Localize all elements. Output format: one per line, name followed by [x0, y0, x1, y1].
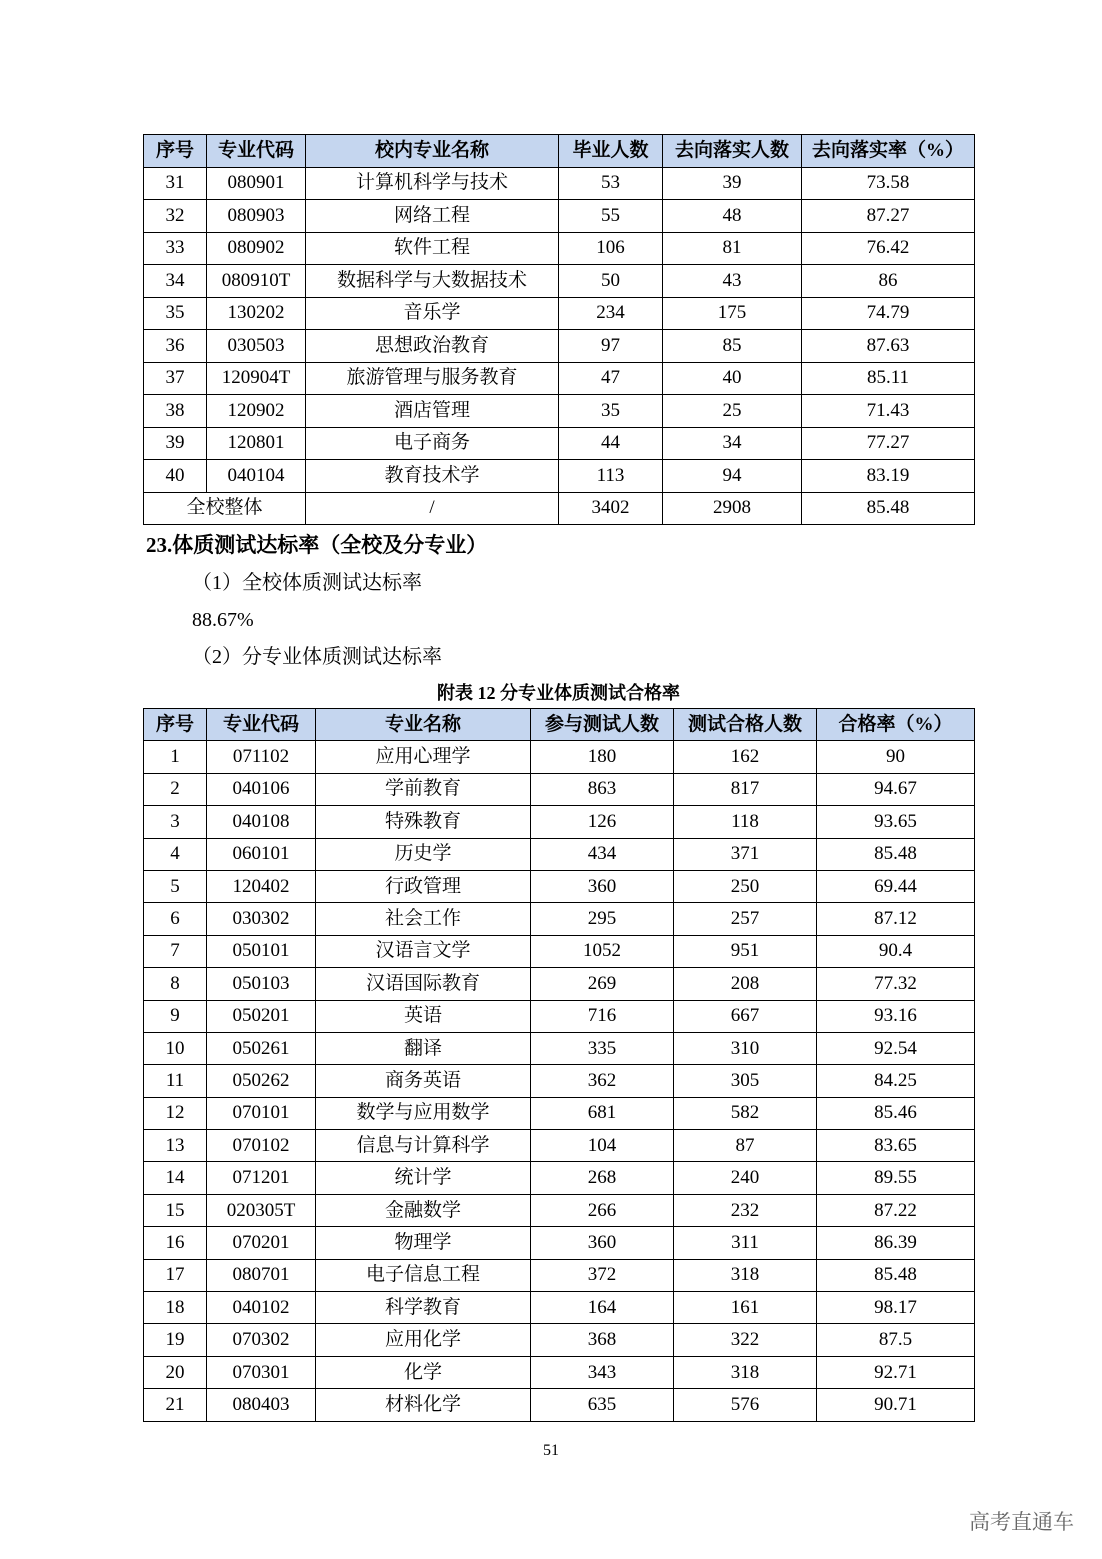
table-row — [144, 232, 975, 265]
table-cell: 070201 — [207, 1227, 316, 1259]
table-cell: 84.25 — [817, 1065, 975, 1097]
table-cell: 90 — [817, 741, 975, 773]
table-cell: 83.19 — [802, 460, 975, 493]
header-cell-placed: 去向落实人数 — [663, 135, 802, 168]
table-row — [144, 1389, 975, 1421]
table-cell: 35 — [559, 395, 663, 428]
table-cell: 368 — [531, 1324, 674, 1356]
table-cell: 金融数学 — [316, 1194, 531, 1226]
fitness-test-table — [143, 708, 975, 1422]
table-cell: 080403 — [207, 1389, 316, 1421]
table-row — [144, 1032, 975, 1064]
table-cell: 050261 — [207, 1032, 316, 1064]
table-cell: 教育技术学 — [306, 460, 559, 493]
table-cell: 120904T — [207, 362, 306, 395]
table-cell: 特殊教育 — [316, 806, 531, 838]
table-row — [144, 935, 975, 967]
table-cell: 6 — [144, 903, 207, 935]
section-heading: 23.体质测试达标率（全校及分专业） — [146, 533, 488, 557]
table-cell: 030503 — [207, 330, 306, 363]
table-cell: 34 — [663, 427, 802, 460]
table-cell: 104 — [531, 1130, 674, 1162]
table-cell: 305 — [674, 1065, 817, 1097]
table-cell: 38 — [144, 395, 207, 428]
header-cell-code: 专业代码 — [207, 709, 316, 741]
table-cell: 89.55 — [817, 1162, 975, 1194]
table-cell: 35 — [144, 297, 207, 330]
table-cell: 98.17 — [817, 1292, 975, 1324]
table-cell: 070102 — [207, 1130, 316, 1162]
header-cell-index: 序号 — [144, 709, 207, 741]
table-cell: 2 — [144, 773, 207, 805]
header-cell-code: 专业代码 — [207, 135, 306, 168]
graduate-destination-table — [143, 134, 975, 525]
table-cell: 物理学 — [316, 1227, 531, 1259]
header-cell-tested: 参与测试人数 — [531, 709, 674, 741]
table-cell: 行政管理 — [316, 870, 531, 902]
table-row — [144, 1324, 975, 1356]
table-cell: 90.71 — [817, 1389, 975, 1421]
table-cell: 4 — [144, 838, 207, 870]
table-cell: 372 — [531, 1259, 674, 1291]
table-cell: 85 — [663, 330, 802, 363]
table-row — [144, 903, 975, 935]
table-cell: 酒店管理 — [306, 395, 559, 428]
table-cell: 73.58 — [802, 167, 975, 200]
table-cell: 040108 — [207, 806, 316, 838]
table-cell: 318 — [674, 1356, 817, 1388]
table-cell: 76.42 — [802, 232, 975, 265]
table-row — [144, 870, 975, 902]
table-cell: 20 — [144, 1356, 207, 1388]
table-cell: 40 — [144, 460, 207, 493]
table-cell: 113 — [559, 460, 663, 493]
table-cell: 71.43 — [802, 395, 975, 428]
table-cell: 网络工程 — [306, 200, 559, 233]
table-row — [144, 968, 975, 1000]
table-cell: 19 — [144, 1324, 207, 1356]
table-cell: 18 — [144, 1292, 207, 1324]
table-cell: 17 — [144, 1259, 207, 1291]
table-cell: 计算机科学与技术 — [306, 167, 559, 200]
table-row — [144, 265, 975, 298]
table-cell: 161 — [674, 1292, 817, 1324]
table-cell: 31 — [144, 167, 207, 200]
table-cell: 14 — [144, 1162, 207, 1194]
total-label: 全校整体 — [144, 492, 306, 525]
header-cell-graduates: 毕业人数 — [559, 135, 663, 168]
table-cell: 应用化学 — [316, 1324, 531, 1356]
table-row — [144, 167, 975, 200]
table-cell: 050262 — [207, 1065, 316, 1097]
table-cell: 92.54 — [817, 1032, 975, 1064]
table-cell: 576 — [674, 1389, 817, 1421]
header-cell-major-name: 专业名称 — [316, 709, 531, 741]
page-number: 51 — [543, 1442, 559, 1459]
table-cell: 86.39 — [817, 1227, 975, 1259]
table-cell: 080902 — [207, 232, 306, 265]
table-cell: 050101 — [207, 935, 316, 967]
table-cell: 77.27 — [802, 427, 975, 460]
table-cell: 118 — [674, 806, 817, 838]
table-row — [144, 838, 975, 870]
table-cell: 060101 — [207, 838, 316, 870]
table-cell: 50 — [559, 265, 663, 298]
table-cell: 34 — [144, 265, 207, 298]
table-cell: 85.46 — [817, 1097, 975, 1129]
table-cell: 434 — [531, 838, 674, 870]
table-cell: 863 — [531, 773, 674, 805]
table-row — [144, 200, 975, 233]
table-row — [144, 395, 975, 428]
table-cell: 21 — [144, 1389, 207, 1421]
table-row — [144, 1065, 975, 1097]
table-cell: 音乐学 — [306, 297, 559, 330]
table-cell: 历史学 — [316, 838, 531, 870]
header-cell-index: 序号 — [144, 135, 207, 168]
table-cell: 信息与计算科学 — [316, 1130, 531, 1162]
table-cell: 335 — [531, 1032, 674, 1064]
header-cell-major-name: 校内专业名称 — [306, 135, 559, 168]
table-cell: 106 — [559, 232, 663, 265]
table-cell: 25 — [663, 395, 802, 428]
total-cell: 3402 — [559, 492, 663, 525]
table-cell: 32 — [144, 200, 207, 233]
table-cell: 数据科学与大数据技术 — [306, 265, 559, 298]
table-cell: 85.48 — [817, 838, 975, 870]
table-cell: 817 — [674, 773, 817, 805]
table-cell: 87.27 — [802, 200, 975, 233]
table-cell: 学前教育 — [316, 773, 531, 805]
table-cell: 360 — [531, 1227, 674, 1259]
table-cell: 310 — [674, 1032, 817, 1064]
table-cell: 050103 — [207, 968, 316, 1000]
table-cell: 040102 — [207, 1292, 316, 1324]
table-row — [144, 362, 975, 395]
table-cell: 318 — [674, 1259, 817, 1291]
header-cell-pass-rate: 合格率（%） — [817, 709, 975, 741]
table-cell: 269 — [531, 968, 674, 1000]
table-cell: 040106 — [207, 773, 316, 805]
table-cell: 87.63 — [802, 330, 975, 363]
subheading-overall: （1）全校体质测试达标率 — [192, 572, 422, 594]
table-cell: 080901 — [207, 167, 306, 200]
table-cell: 951 — [674, 935, 817, 967]
table-cell: 126 — [531, 806, 674, 838]
table-cell: 322 — [674, 1324, 817, 1356]
table-cell: 科学教育 — [316, 1292, 531, 1324]
table-cell: 050201 — [207, 1000, 316, 1032]
table-cell: 071201 — [207, 1162, 316, 1194]
table-cell: 15 — [144, 1194, 207, 1226]
table-cell: 12 — [144, 1097, 207, 1129]
table-cell: 33 — [144, 232, 207, 265]
table-cell: 83.65 — [817, 1130, 975, 1162]
table-cell: 8 — [144, 968, 207, 1000]
table-header-row — [144, 709, 975, 741]
table-cell: 071102 — [207, 741, 316, 773]
table-cell: 266 — [531, 1194, 674, 1226]
table-row — [144, 1292, 975, 1324]
table-cell: 582 — [674, 1097, 817, 1129]
table-cell: 商务英语 — [316, 1065, 531, 1097]
table-cell: 070301 — [207, 1356, 316, 1388]
table-cell: 39 — [144, 427, 207, 460]
table-row — [144, 297, 975, 330]
table-cell: 53 — [559, 167, 663, 200]
table-cell: 85.48 — [817, 1259, 975, 1291]
table-cell: 93.65 — [817, 806, 975, 838]
table-cell: 统计学 — [316, 1162, 531, 1194]
table-cell: 数学与应用数学 — [316, 1097, 531, 1129]
table-cell: 电子信息工程 — [316, 1259, 531, 1291]
table-row — [144, 1097, 975, 1129]
table-cell: 360 — [531, 870, 674, 902]
table-cell: 85.11 — [802, 362, 975, 395]
table-cell: 080701 — [207, 1259, 316, 1291]
table-cell: 汉语言文学 — [316, 935, 531, 967]
table-cell: 311 — [674, 1227, 817, 1259]
table-cell: 080910T — [207, 265, 306, 298]
table-cell: 020305T — [207, 1194, 316, 1226]
table-cell: 英语 — [316, 1000, 531, 1032]
table-cell: 162 — [674, 741, 817, 773]
table-cell: 55 — [559, 200, 663, 233]
table-header-row — [144, 135, 975, 168]
table-cell: 175 — [663, 297, 802, 330]
total-cell: 85.48 — [802, 492, 975, 525]
table-cell: 070101 — [207, 1097, 316, 1129]
table-cell: 87.12 — [817, 903, 975, 935]
table-cell: 软件工程 — [306, 232, 559, 265]
table-cell: 81 — [663, 232, 802, 265]
table-cell: 47 — [559, 362, 663, 395]
table-cell: 5 — [144, 870, 207, 902]
table-cell: 86 — [802, 265, 975, 298]
table-cell: 164 — [531, 1292, 674, 1324]
table-cell: 69.44 — [817, 870, 975, 902]
table-cell: 翻译 — [316, 1032, 531, 1064]
watermark: 高考直通车 — [969, 1510, 1074, 1534]
table-cell: 40 — [663, 362, 802, 395]
table-cell: 681 — [531, 1097, 674, 1129]
header-cell-placement-rate: 去向落实率（%） — [802, 135, 975, 168]
table-row — [144, 330, 975, 363]
table-row — [144, 1356, 975, 1388]
total-cell: 2908 — [663, 492, 802, 525]
table-cell: 16 — [144, 1227, 207, 1259]
table-cell: 社会工作 — [316, 903, 531, 935]
table-cell: 汉语国际教育 — [316, 968, 531, 1000]
table-cell: 295 — [531, 903, 674, 935]
table-cell: 120801 — [207, 427, 306, 460]
table-cell: 74.79 — [802, 297, 975, 330]
table-caption: 附表 12 分专业体质测试合格率 — [437, 683, 680, 703]
table-cell: 化学 — [316, 1356, 531, 1388]
table-row — [144, 427, 975, 460]
table-cell: 080903 — [207, 200, 306, 233]
table-cell: 43 — [663, 265, 802, 298]
table-cell: 268 — [531, 1162, 674, 1194]
table-cell: 93.16 — [817, 1000, 975, 1032]
table-cell: 9 — [144, 1000, 207, 1032]
table-cell: 36 — [144, 330, 207, 363]
table-row — [144, 773, 975, 805]
table-row — [144, 1259, 975, 1291]
table-cell: 371 — [674, 838, 817, 870]
table-cell: 716 — [531, 1000, 674, 1032]
table-cell: 7 — [144, 935, 207, 967]
table-cell: 070302 — [207, 1324, 316, 1356]
table-cell: 362 — [531, 1065, 674, 1097]
table-cell: 思想政治教育 — [306, 330, 559, 363]
table-cell: 97 — [559, 330, 663, 363]
table-cell: 90.4 — [817, 935, 975, 967]
table-cell: 37 — [144, 362, 207, 395]
table-cell: 635 — [531, 1389, 674, 1421]
table-cell: 应用心理学 — [316, 741, 531, 773]
subheading-by-major: （2）分专业体质测试达标率 — [192, 646, 442, 668]
table-cell: 130202 — [207, 297, 306, 330]
table-cell: 208 — [674, 968, 817, 1000]
table-cell: 232 — [674, 1194, 817, 1226]
table-row — [144, 1130, 975, 1162]
total-row — [144, 492, 975, 525]
table-cell: 1052 — [531, 935, 674, 967]
table-cell: 13 — [144, 1130, 207, 1162]
table-cell: 040104 — [207, 460, 306, 493]
table-cell: 48 — [663, 200, 802, 233]
table-row — [144, 1227, 975, 1259]
table-cell: 77.32 — [817, 968, 975, 1000]
table-cell: 234 — [559, 297, 663, 330]
table-cell: 250 — [674, 870, 817, 902]
table-cell: 030302 — [207, 903, 316, 935]
table-row — [144, 806, 975, 838]
table-cell: 120902 — [207, 395, 306, 428]
table-row — [144, 460, 975, 493]
table-row — [144, 1000, 975, 1032]
header-cell-passed: 测试合格人数 — [674, 709, 817, 741]
table-cell: 材料化学 — [316, 1389, 531, 1421]
table-row — [144, 741, 975, 773]
table-cell: 257 — [674, 903, 817, 935]
table-cell: 87 — [674, 1130, 817, 1162]
table-cell: 87.22 — [817, 1194, 975, 1226]
table-cell: 667 — [674, 1000, 817, 1032]
table-cell: 120402 — [207, 870, 316, 902]
table-cell: 3 — [144, 806, 207, 838]
table-cell: 电子商务 — [306, 427, 559, 460]
table-row — [144, 1194, 975, 1226]
table-cell: 11 — [144, 1065, 207, 1097]
table-cell: 1 — [144, 741, 207, 773]
table-cell: 94.67 — [817, 773, 975, 805]
table-cell: 旅游管理与服务教育 — [306, 362, 559, 395]
table-cell: 44 — [559, 427, 663, 460]
table-cell: 180 — [531, 741, 674, 773]
overall-rate-value: 88.67% — [192, 609, 254, 631]
table-cell: 94 — [663, 460, 802, 493]
table-cell: 39 — [663, 167, 802, 200]
table-row — [144, 1162, 975, 1194]
total-cell: / — [306, 492, 559, 525]
table-cell: 92.71 — [817, 1356, 975, 1388]
table-cell: 87.5 — [817, 1324, 975, 1356]
table-cell: 10 — [144, 1032, 207, 1064]
table-cell: 343 — [531, 1356, 674, 1388]
table-cell: 240 — [674, 1162, 817, 1194]
